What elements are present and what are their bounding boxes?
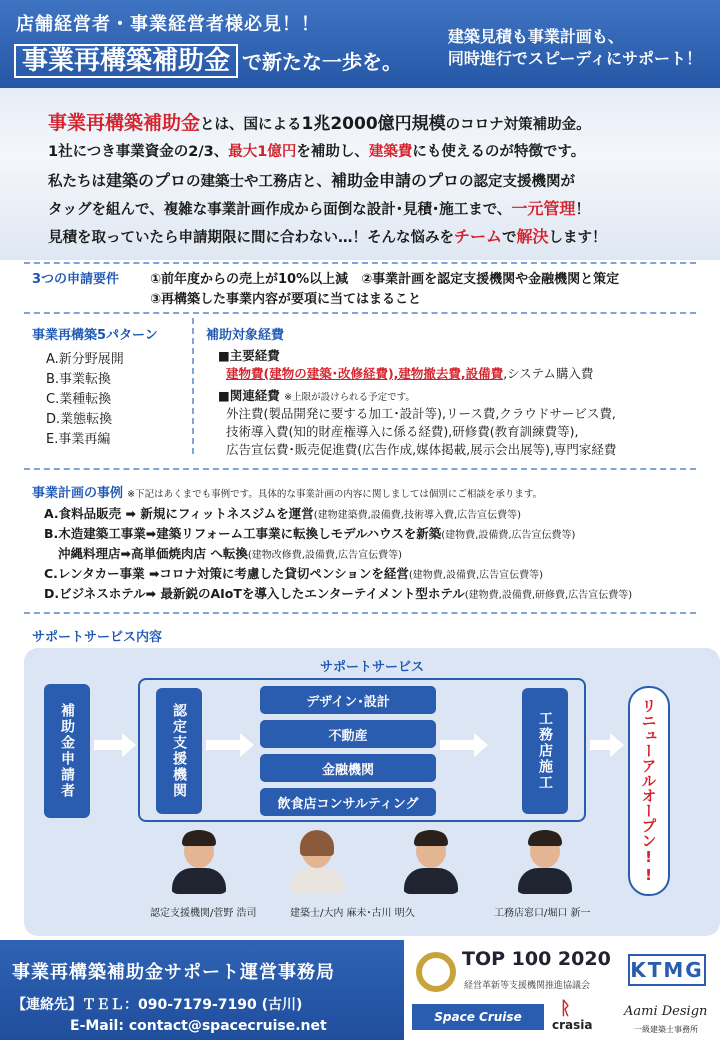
example-b1-text: B.木造建築工事業➡建築リフォーム工事業に転換しモデルハウスを新築 <box>44 526 442 541</box>
top100-seal-icon <box>416 952 456 992</box>
pattern-item: E.事業再編 <box>46 432 111 447</box>
intro-l5-c: で <box>502 230 517 246</box>
arrow-icon <box>610 733 624 757</box>
intro-l3-e: の認定支援機関が <box>459 174 576 190</box>
expenses-label: 補助対象経費 <box>206 328 285 343</box>
intro-l3-c: の建築士や工務店と、 <box>186 174 332 190</box>
example-c <box>44 564 543 582</box>
header-banner <box>0 0 720 88</box>
intro-l4-a: タッグを組んで、複雑な事業計画作成から面倒な設計･見積･施工まで、 <box>48 202 512 218</box>
intro-l4-c: ！ <box>575 202 590 218</box>
arrow-icon <box>240 733 254 757</box>
certified-agency-box: 認定支援機関 <box>156 688 202 814</box>
ktmg-logo: KTMG <box>628 954 706 986</box>
requirements-label: 3つの申請要件 <box>32 272 120 287</box>
divider <box>24 312 696 314</box>
examples-header <box>32 482 542 501</box>
service-restaurant-consulting: 飲食店コンサルティング <box>260 788 436 816</box>
examples-note: ※下記はあくまでも事例です。具体的な事業計画の内容に関しましては個別にご相談を承ります。 <box>127 489 543 500</box>
service-finance: 金融機関 <box>260 754 436 782</box>
arrow-icon <box>206 740 242 750</box>
pattern-item: A.新分野展開 <box>46 352 124 367</box>
requirements-line2: ③再構築した事業内容が要項に当てはまること <box>150 292 422 307</box>
intro-l5-b: チーム <box>454 227 503 246</box>
contractor-box: 工務店施工 <box>522 688 568 814</box>
aami-design-sub: 一級建築士事務所 <box>634 1025 698 1034</box>
example-a-text: A.食料品販売 ➡ 新規にフィットネスジムを運営 <box>44 506 314 521</box>
headline-boxed: 事業再構築補助金 <box>14 44 238 78</box>
arrow-icon <box>474 733 488 757</box>
intro-l5-d: 解決 <box>516 227 549 246</box>
expenses-related-line2: 技術導入費(知的財産権導入に係る経費),研修費(教育訓練費等), <box>226 424 579 439</box>
intro-l3-b: 建築のプロ <box>106 171 187 190</box>
caption-architect: 建築士/大内 麻未･古川 明久 <box>290 908 415 919</box>
header-right-line1: 建築見積も事業計画も、 <box>447 27 624 46</box>
applicant-box: 補助金申請者 <box>44 684 90 818</box>
crasia-mark-icon: ᚱ <box>560 998 571 1019</box>
divider <box>24 468 696 470</box>
intro-l1-a: 事業再構築補助金 <box>48 112 201 134</box>
requirements-line1: ①前年度からの売上が10%以上減 ②事業計画を認定支援機関や金融機関と策定 <box>150 272 620 287</box>
headline-rest: で新たな一歩を。 <box>242 50 403 74</box>
intro-line5 <box>48 224 607 247</box>
footer-tel[interactable]: 【連絡先】ＴＥＬ：090-7179-7190 (古川) <box>12 997 303 1013</box>
crasia-logo: crasia <box>552 1018 593 1032</box>
example-b1 <box>44 524 575 542</box>
intro-l2-d: 建築費 <box>368 144 413 160</box>
intro-l2-e: にも使えるのが特徴です。 <box>412 144 586 160</box>
intro-l5-e: します！ <box>548 230 607 246</box>
expenses-related-line1: 外注費(製品開発に要する加工･設計等),リース費,クラウドサービス費, <box>226 406 616 421</box>
header-tagline: 店舗経営者・事業経営者様必見！！ <box>16 14 320 35</box>
support-label: サポートサービス内容 <box>32 630 163 645</box>
expenses-main-rest: ,システム購入費 <box>503 366 594 381</box>
expenses-related-line3: 広告宣伝費･販売促進費(広告作成,媒体掲載,展示会出展等),専門家経費 <box>226 442 617 457</box>
intro-line4 <box>48 196 590 219</box>
related-note: ※上限が設けられる予定です。 <box>284 392 415 403</box>
example-d <box>44 584 632 602</box>
example-b2-text: 沖縄料理店➡高単価焼肉店 へ転換 <box>58 546 248 561</box>
arrow-icon <box>122 733 136 757</box>
intro-l1-d: のコロナ対策補助金。 <box>445 117 591 133</box>
expenses-main-underlined: 建物費(建物の建築･改修経費),建物撤去費,設備費 <box>226 366 504 381</box>
service-design: デザイン･設計 <box>260 686 436 714</box>
expenses-related-label <box>218 386 415 404</box>
top100-logo: TOP 100 2020 <box>462 948 611 970</box>
intro-l2-b: 最大1億円 <box>228 144 297 160</box>
footer-title: 事業再構築補助金サポート運営事務局 <box>12 962 335 983</box>
caption-certified: 認定支援機関/菅野 浩司 <box>150 908 257 919</box>
expenses-main-label: ■主要経費 <box>218 348 280 363</box>
header-right-line2: 同時進行でスピーディにサポート！ <box>447 49 702 68</box>
expenses-main-line <box>226 364 593 382</box>
intro-l3-d: 補助金申請のプロ <box>331 171 460 190</box>
examples-label: 事業計画の事例 <box>32 486 124 501</box>
divider <box>24 612 696 614</box>
example-c-text: C.レンタカー事業 ➡コロナ対策に考慮した貸切ペンションを経営 <box>44 566 409 581</box>
pattern-item: C.業種転換 <box>46 392 112 407</box>
example-b1-small: (建物費,設備費,広告宣伝費等) <box>441 530 576 541</box>
renewal-open-box: リニューアルオープン!! <box>628 686 670 896</box>
intro-l1-b: とは、国による <box>200 117 302 133</box>
footer-contact <box>0 940 404 1040</box>
top100-sub: 経営革新等支援機関推進協議会 <box>464 981 591 991</box>
person-photo <box>288 830 346 894</box>
divider <box>24 262 696 264</box>
arrow-icon <box>590 740 612 750</box>
arrow-icon <box>440 740 476 750</box>
intro-line1 <box>48 108 591 135</box>
intro-l4-b: 一元管理 <box>511 199 576 218</box>
intro-line2 <box>48 140 585 161</box>
divider-vertical <box>192 318 194 454</box>
intro-l2-a: 1社につき事業資金の2/3、 <box>48 144 229 160</box>
person-photo <box>170 830 228 894</box>
example-b2-small: (建物改修費,設備費,広告宣伝費等) <box>247 550 402 561</box>
header-headline <box>14 40 402 77</box>
spacecruise-logo: Space Cruise <box>412 1004 544 1030</box>
caption-contractor: 工務店窓口/堀口 新一 <box>494 908 591 919</box>
header-right-copy <box>448 26 702 70</box>
intro-l5-a: 見積を取っていたら申請期限に間に合わない…！そんな悩みを <box>48 230 454 246</box>
footer-email[interactable]: E-Mail: contact@spacecruise.net <box>70 1018 327 1034</box>
aami-design-logo: Aami Design <box>624 1004 708 1019</box>
pattern-item: D.業態転換 <box>46 412 113 427</box>
example-a <box>44 504 521 522</box>
service-realestate: 不動産 <box>260 720 436 748</box>
example-c-small: (建物費,設備費,広告宣伝費等) <box>408 570 544 581</box>
intro-line3 <box>48 168 575 191</box>
person-photo <box>402 830 460 894</box>
arrow-icon <box>94 740 124 750</box>
intro-l2-c: を補助し、 <box>296 144 369 160</box>
intro-l3-a: 私たちは <box>48 174 106 190</box>
support-panel-title: サポートサービス <box>320 660 425 675</box>
related-label-text: ■関連経費 <box>218 388 280 403</box>
intro-l1-c: 1兆2000億円規模 <box>301 114 446 134</box>
example-a-small: (建物建築費,設備費,技術導入費,広告宣伝費等) <box>313 510 522 521</box>
patterns-label: 事業再構築5パターン <box>32 328 158 343</box>
example-d-small: (建物費,設備費,研修費,広告宣伝費等) <box>464 590 633 601</box>
example-b2 <box>58 544 402 562</box>
example-d-text: D.ビジネスホテル➡ 最新鋭のAIoTを導入したエンターテイメント型ホテル <box>44 586 465 601</box>
person-photo <box>516 830 574 894</box>
pattern-item: B.事業転換 <box>46 372 112 387</box>
